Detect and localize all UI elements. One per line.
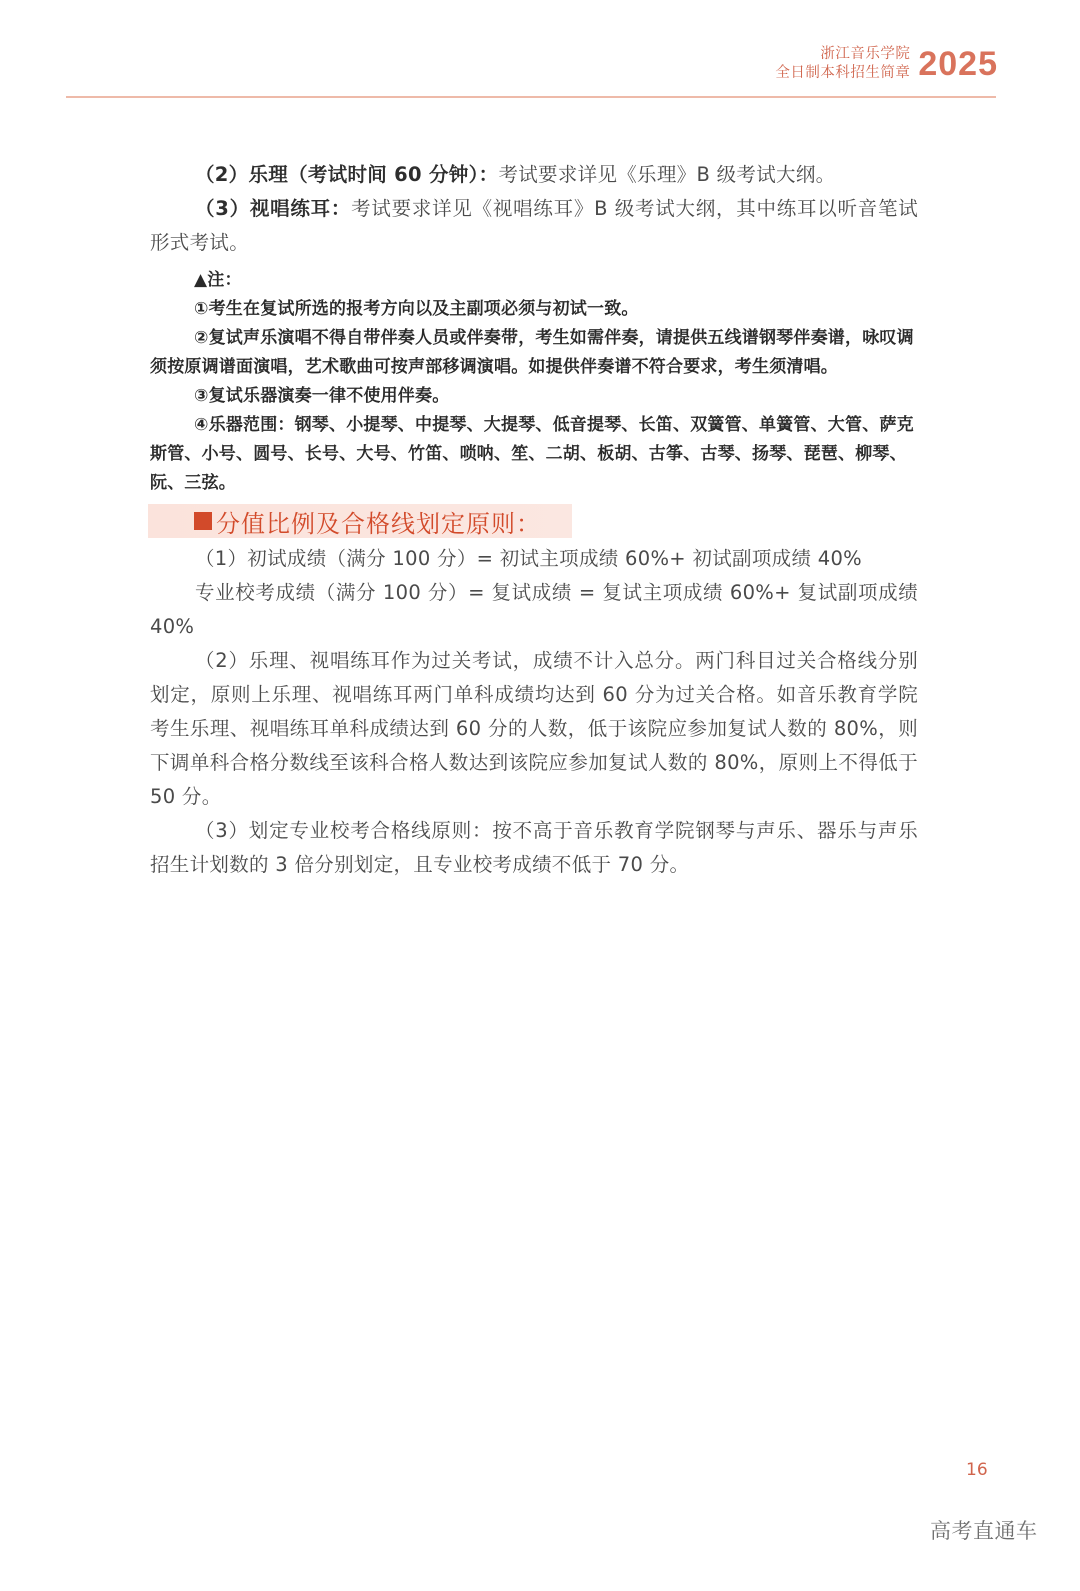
exam-item-label: （2）乐理（考试时间 60 分钟）： [195, 163, 499, 186]
exam-item-text: 考试要求详见《视唱练耳》B 级考试大纲，其中练耳以听音笔试形式考试。 [150, 197, 919, 254]
section-heading [148, 504, 572, 538]
watermark: 高考直通车 [930, 1519, 1038, 1543]
page-number: 16 [966, 1460, 988, 1480]
score-rule: （3）划定专业校考合格线原则：按不高于音乐教育学院钢琴与声乐、器乐与声乐招生计划数的 3 倍分别划定，且专业校考成绩不低于 70 分。 [150, 819, 918, 876]
page-content [150, 158, 918, 882]
header-titles [775, 45, 910, 83]
header-year: 2025 [918, 45, 998, 83]
note-item: ①考生在复试所选的报考方向以及主副项必须与初试一致。 [194, 299, 639, 319]
school-name: 浙江音乐学院 [820, 46, 911, 62]
score-rule: （2）乐理、视唱练耳作为过关考试，成绩不计入总分。两门科目过关合格线分别划定，原则上乐理、视唱练耳两门单科成绩均达到 60 分为过关合格。如音乐教育学院考生乐理、视唱练耳单科成绩达到 60 分的人数，低于该院应参加复试人数的 80%，则下调单科合格分数线至该科合格人数达到该院应参加复试人数的 80%，原则上不得低于 50 分。 [150, 649, 918, 808]
exam-item-solfege [150, 192, 918, 260]
notes-heading: ▲注： [194, 270, 242, 290]
note-item: ④乐器范围：钢琴、小提琴、中提琴、大提琴、低音提琴、长笛、双簧管、单簧管、大管、萨克斯管、小号、圆号、长号、大号、竹笛、唢呐、笙、二胡、板胡、古筝、古琴、扬琴、琵琶、柳琴、阮、三弦。 [150, 415, 914, 493]
brochure-subtitle: 全日制本科招生简章 [775, 65, 911, 81]
page-header [775, 44, 998, 84]
note-item: ②复试声乐演唱不得自带伴奏人员或伴奏带，考生如需伴奏，请提供五线谱钢琴伴奏谱，咏叹调须按原调谱面演唱，艺术歌曲可按声部移调演唱。如提供伴奏谱不符合要求，考生须清唱。 [150, 328, 914, 377]
notes-block [150, 266, 918, 498]
square-bullet-icon [194, 512, 212, 530]
header-divider [66, 96, 996, 98]
exam-item-text: 考试要求详见《乐理》B 级考试大纲。 [498, 163, 836, 186]
section-title: 分值比例及合格线划定原则： [216, 509, 541, 538]
note-item: ③复试乐器演奏一律不使用伴奏。 [194, 386, 450, 406]
exam-item-music-theory [150, 158, 918, 192]
score-rule: 专业校考成绩（满分 100 分）= 复试成绩 = 复试主项成绩 60%+ 复试副项成绩 40% [150, 581, 918, 638]
exam-item-label: （3）视唱练耳： [195, 197, 352, 220]
score-rule: （1）初试成绩（满分 100 分）= 初试主项成绩 60%+ 初试副项成绩 40% [195, 547, 862, 570]
